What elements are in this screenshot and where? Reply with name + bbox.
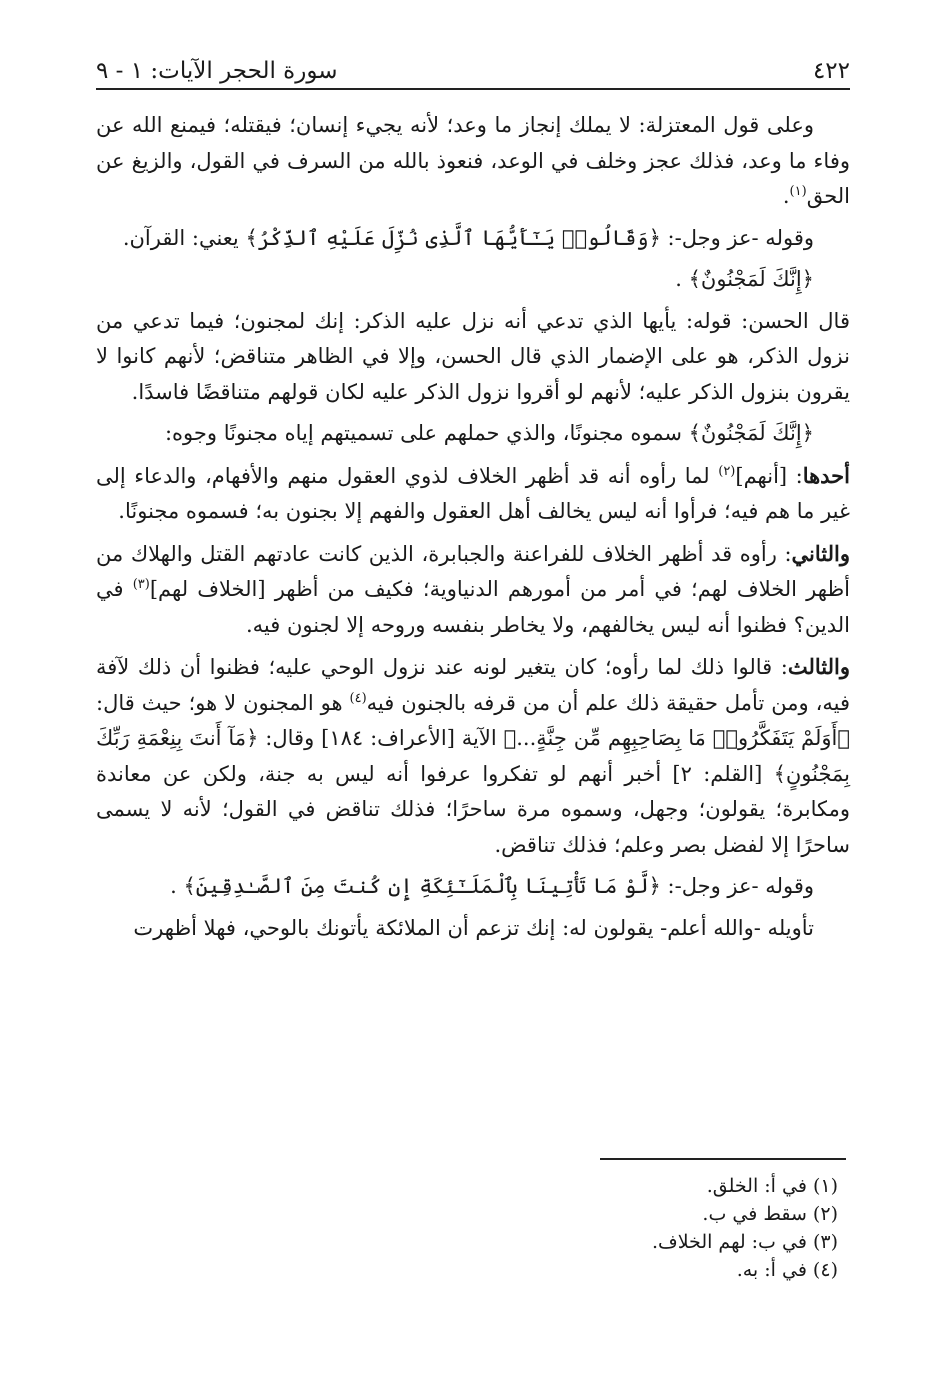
text-run: : رأوه قد أظهر الخلاف للفراعنة والجبابرة، الذين كانت عادتهم القتل والهلاك من أظهر الخلاف لهم؛ في أمر من أمورهم الدنياوية؛ فكيف من أظهر [الخلاف لهم]	[96, 541, 850, 601]
paragraph	[96, 108, 850, 215]
footnote-ref: (٣)	[132, 577, 150, 592]
text-run: سموه مجنونًا، والذي حملهم على تسميتهم إياه مجنونًا وجوه:	[164, 421, 689, 445]
footnote-ref: (١)	[789, 184, 807, 199]
text-run: لما رأوه أنه قد أظهر الخلاف لذوي العقول منهم والأفهام، والدعاء إلى غير ما هم فيه؛ فرأوا أنه ليس يخالف أهل العقول والفهم إلا بجنون به؛ فسموه مجنونًا.	[96, 463, 850, 523]
footnote-divider	[600, 1158, 846, 1160]
footnote: (٢) سقط في ب.	[702, 1203, 838, 1225]
text-run: : [أنهم]	[735, 463, 803, 488]
page-number: ٤٢٢	[812, 58, 850, 84]
section-label: والثالث	[787, 654, 850, 679]
section-label: والثاني	[791, 540, 850, 566]
body-text	[96, 108, 850, 952]
text-run: وقوله -عز وجل-:	[660, 874, 814, 898]
text-run: وقوله -عز وجل-:	[660, 225, 814, 250]
paragraph	[96, 911, 850, 947]
text-run: الآية [الأعراف: ١٨٤] وقال:	[258, 726, 504, 750]
paragraph	[96, 416, 850, 452]
quran-verse: ﴿لَّوْ مَا تَأْتِينَا بِٱلْمَلَـٰٓئِكَةِ إِن كُنتَ مِنَ ٱلصَّـٰدِقِينَ﴾	[183, 874, 661, 898]
quran-verse: ﴿مَآ أَنتَ بِنِعْمَةِ رَبِّكَ بِمَجْنُونٍ﴾	[96, 726, 851, 786]
footnote: (٤) في أ: به.	[736, 1259, 838, 1281]
paragraph	[96, 458, 850, 530]
quran-verse: ﴿إِنَّكَ لَمَجْنُونٌ﴾	[688, 421, 814, 445]
text-run: قال الحسن: قوله: يأيها الذي تدعي أنه نزل عليه الذكر: إنك لمجنون؛ فيما تدعي من نزول الذكر، هو على الإضمار الذي قال الحسن، وإلا في الظاهر متناقض؛ لأنهم كانوا لا يقرون بنزول الذكر عليه؛ لأنهم لو أقروا نزول الذكر عليه لكان قولهم متناقضًا فاسدًا.	[96, 308, 850, 404]
section-label: أحدها	[802, 462, 850, 488]
text-run: : قالوا ذلك لما رأوه؛ كان يتغير لونه عند نزول الوحي عليه؛ فظنوا أن ذلك لآفة فيه، ومن تأمل حقيقة ذلك علم أن من قرفه بالجنون فيه	[96, 655, 850, 715]
paragraph	[96, 649, 850, 863]
paragraph	[96, 304, 850, 411]
quran-verse: ﴿وَقَالُوا۟ يَـٰٓأَيُّهَا ٱلَّذِى نُزِّلَ عَلَيْهِ ٱلذِّكْرُ﴾	[245, 225, 661, 250]
quran-verse: ﴿إِنَّكَ لَمَجْنُونٌ﴾	[688, 267, 814, 291]
text-run: .	[170, 874, 184, 898]
text-run: هو المجنون لا هو؛ حيث قال:	[96, 690, 350, 715]
paragraph	[96, 262, 850, 298]
paragraph	[96, 869, 850, 905]
running-header	[96, 54, 850, 90]
paragraph	[96, 536, 850, 644]
paragraph	[96, 221, 850, 257]
quran-verse: ﴿أَوَلَمْ يَتَفَكَّرُوا۟ مَا بِصَاحِبِهِم مِّن جِنَّةٍ...﴾	[503, 726, 850, 750]
text-run: تأويله -والله أعلم- يقولون له: إنك تزعم أن الملائكة يأتونك بالوحي، فهلا أظهرت	[133, 915, 814, 940]
footnote: (٣) في ب: لهم الخلاف.	[651, 1231, 838, 1253]
text-run: يعني: القرآن.	[122, 225, 246, 250]
footnote: (١) في أ: الخلق.	[706, 1175, 838, 1197]
text-run: في الدين؟ فظنوا أنه ليس يخالفهم، ولا يخاطر بنفسه وروحه إلا لجنون فيه.	[96, 577, 850, 637]
footnote-ref: (٢)	[718, 463, 736, 479]
text-run: .	[675, 267, 689, 291]
text-run: وعلى قول المعتزلة: لا يملك إنجاز ما وعد؛ لأنه يجيء إنسان؛ فيقتله؛ فيمنع الله عن وفاء ما وعد، فذلك عجز وخلف في الوعد، فنعوذ بالله من السرف في القول، والزيغ عن الحق	[96, 113, 850, 208]
footnotes	[96, 1172, 838, 1284]
surah-title: سورة الحجر الآيات: ١ - ٩	[96, 58, 338, 84]
text-run: .	[782, 184, 790, 208]
text-run: [القلم: ٢] أخبر أنهم لو تفكروا عرفوا أنه ليس به جنة، ولكن عن معاندة ومكابرة؛ يقولون؛ وجهل، وسموه مرة ساحرًا؛ فذلك تناقض في القول؛ لأنه لا يسمى ساحرًا إلا لفضل بصر وعلم؛ فذلك تناقض.	[96, 761, 850, 857]
footnote-ref: (٤)	[349, 690, 367, 706]
